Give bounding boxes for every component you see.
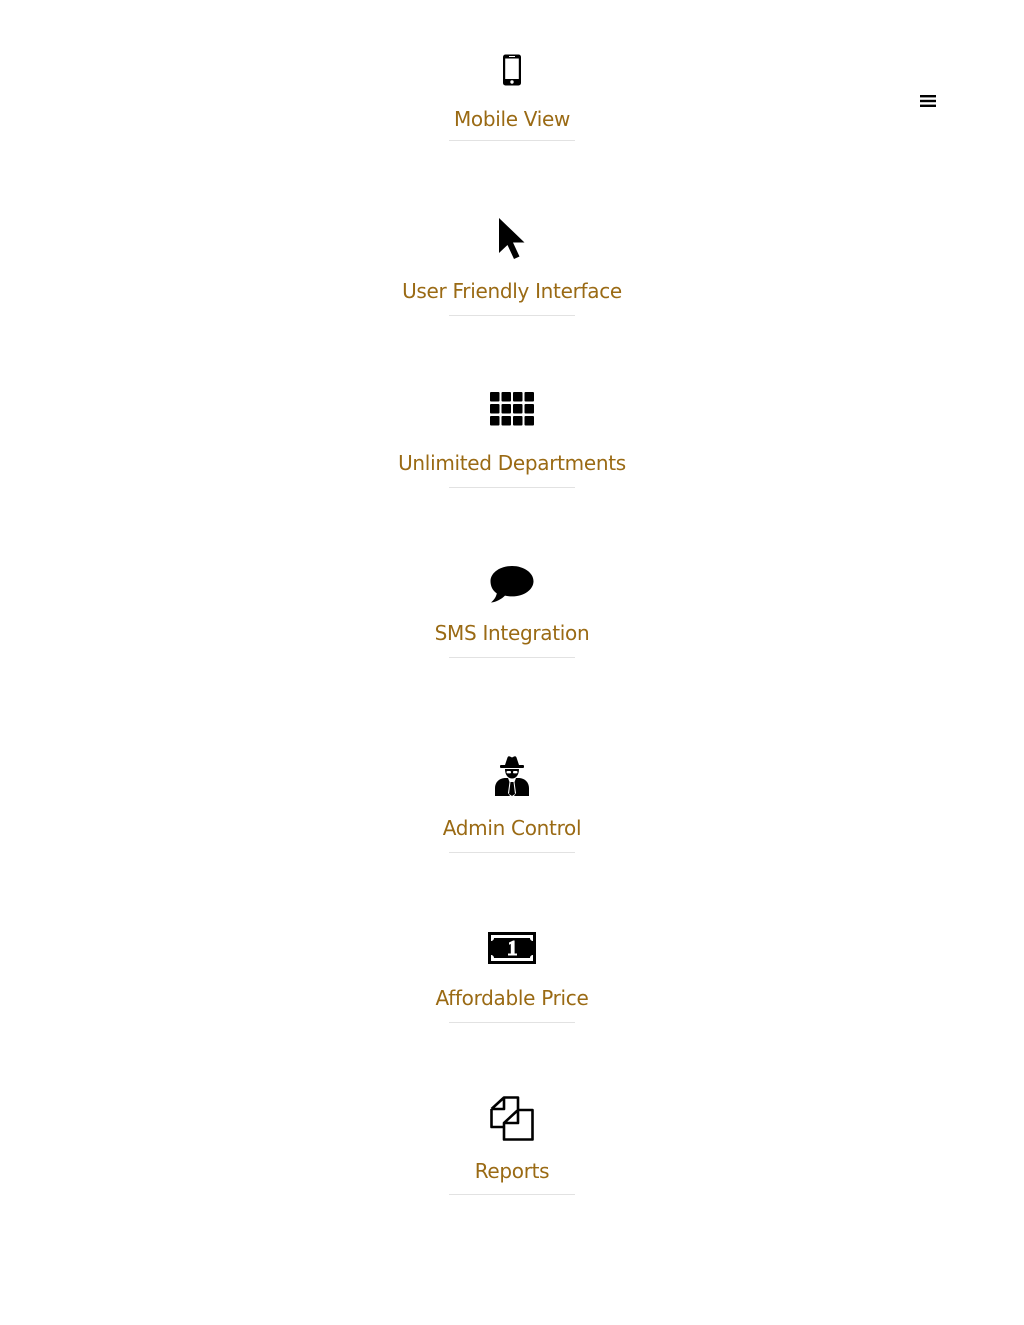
feature-title: Affordable Price bbox=[435, 986, 589, 1010]
grid-icon bbox=[490, 392, 534, 426]
feature-reports bbox=[312, 1096, 712, 1195]
feature-title: Mobile View bbox=[453, 107, 571, 131]
feature-sms-integration bbox=[312, 566, 712, 658]
feature-title: Reports bbox=[474, 1159, 550, 1183]
feature-mobile-view bbox=[312, 54, 712, 141]
mouse-pointer-icon bbox=[497, 218, 527, 260]
feature-title: User Friendly Interface bbox=[402, 279, 622, 303]
divider bbox=[449, 315, 575, 316]
divider bbox=[449, 657, 575, 658]
feature-title: SMS Integration bbox=[434, 621, 590, 645]
files-icon bbox=[490, 1096, 534, 1141]
feature-affordable-price bbox=[312, 932, 712, 1023]
feature-title: Admin Control bbox=[442, 816, 582, 840]
feature-unlimited-departments bbox=[312, 392, 712, 488]
divider bbox=[449, 1194, 575, 1195]
feature-title: Unlimited Departments bbox=[398, 451, 626, 475]
divider bbox=[449, 140, 575, 141]
mobile-phone-icon bbox=[502, 54, 522, 86]
hamburger-menu-icon bbox=[920, 95, 936, 107]
money-bill-icon bbox=[488, 932, 536, 964]
divider bbox=[449, 487, 575, 488]
hamburger-menu-button[interactable] bbox=[920, 95, 936, 107]
speech-bubble-icon bbox=[490, 566, 534, 603]
user-secret-icon bbox=[494, 756, 530, 796]
divider bbox=[449, 1022, 575, 1023]
divider bbox=[449, 852, 575, 853]
feature-admin-control bbox=[312, 756, 712, 853]
feature-user-friendly-interface bbox=[312, 218, 712, 316]
